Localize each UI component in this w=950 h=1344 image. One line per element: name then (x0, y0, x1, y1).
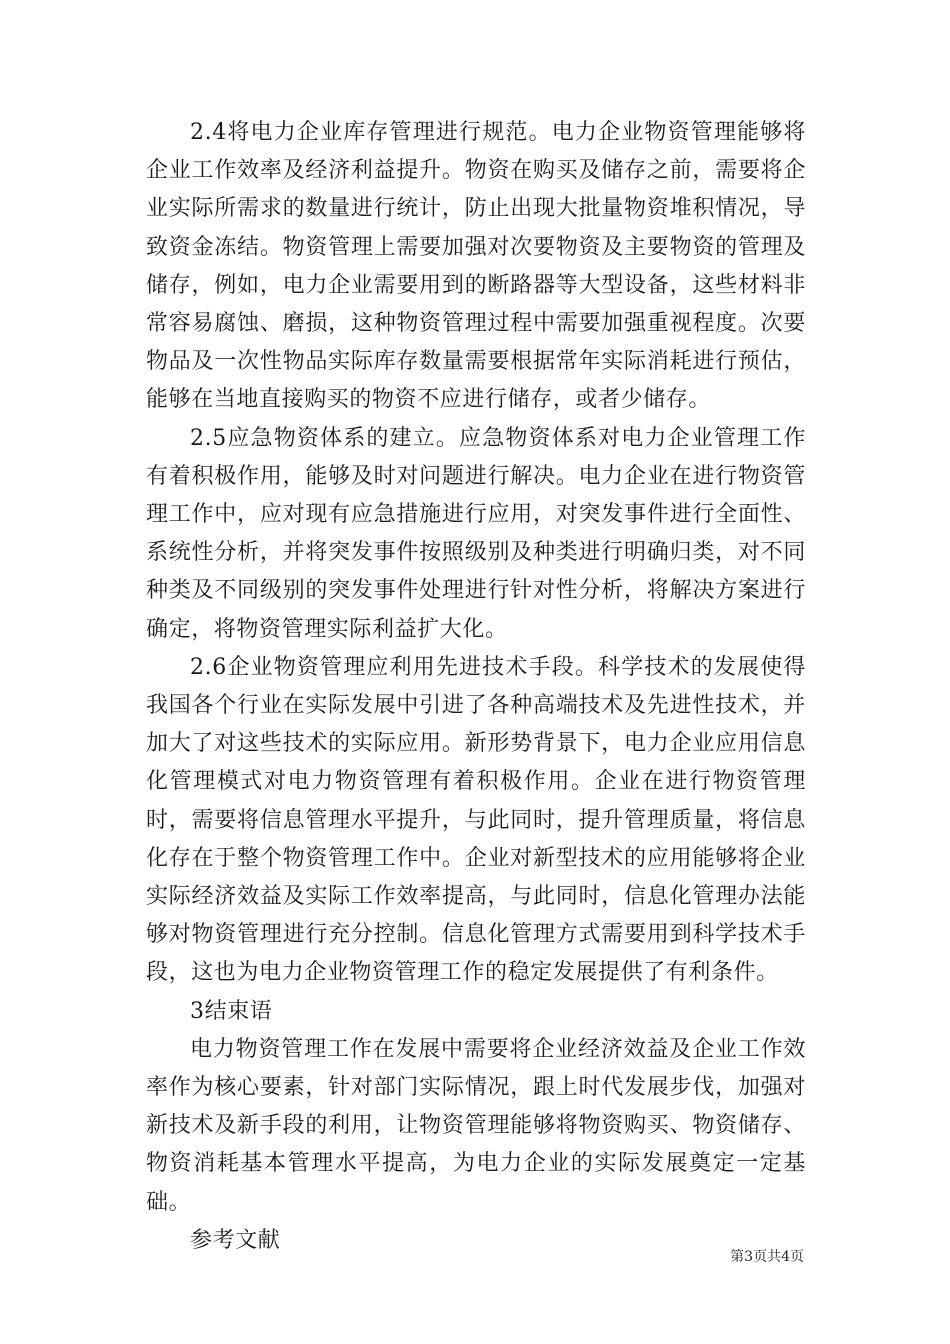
conclusion-paragraph: 电力物资管理工作在发展中需要将企业经济效益及企业工作效率作为核心要素，针对部门实际情况，跟上时代发展步伐，加强对新技术及新手段的利用，让物资管理能够将物资购买、物资储存、物资消耗基本管理水平提高，为电力企业的实际发展奠定一定基础。 (146, 1036, 806, 1215)
paragraph-2-5: 2.5应急物资体系的建立。应急物资体系对电力企业管理工作有着积极作用，能够及时对问题进行解决。电力企业在进行物资管理工作中，应对现有应急措施进行应用，对突发事件进行全面性、系统性分析，并将突发事件按照级别及种类进行明确归类，对不同种类及不同级别的突发事件处理进行针对性分析，将解决方案进行确定，将物资管理实际利益扩大化。 (146, 425, 806, 642)
paragraph-2-4: 2.4将电力企业库存管理进行规范。电力企业物资管理能够将企业工作效率及经济利益提升。物资在购买及储存之前，需要将企业实际所需求的数量进行统计，防止出现大批量物资堆积情况，导致资金冻结。物资管理上需要加强对次要物资及主要物资的管理及储存，例如，电力企业需要用到的断路器等大型设备，这些材料非常容易腐蚀、磨损，这种物资管理过程中需要加强重视程度。次要物品及一次性物品实际库存数量需要根据常年实际消耗进行预估，能够在当地直接购买的物资不应进行储存，或者少储存。 (146, 120, 806, 413)
references-heading: 参考文献 (190, 1227, 281, 1253)
document-body (146, 114, 806, 1260)
page-number: 第3页共4页 (730, 1249, 804, 1265)
paragraph-2-6: 2.6企业物资管理应利用先进技术手段。科学技术的发展使得我国各个行业在实际发展中引进了各种高端技术及先进性技术，并加大了对这些技术的实际应用。新形势背景下，电力企业应用信息化管理模式对电力物资管理有着积极作用。企业在进行物资管理时，需要将信息管理水平提升，与此同时，提升管理质量，将信息化存在于整个物资管理工作中。企业对新型技术的应用能够将企业实际经济效益及实际工作效率提高，与此同时，信息化管理办法能够对物资管理进行充分控制。信息化管理方式需要用到科学技术手段，这也为电力企业物资管理工作的稳定发展提供了有利条件。 (146, 654, 806, 986)
conclusion-heading: 3结束语 (190, 998, 273, 1024)
